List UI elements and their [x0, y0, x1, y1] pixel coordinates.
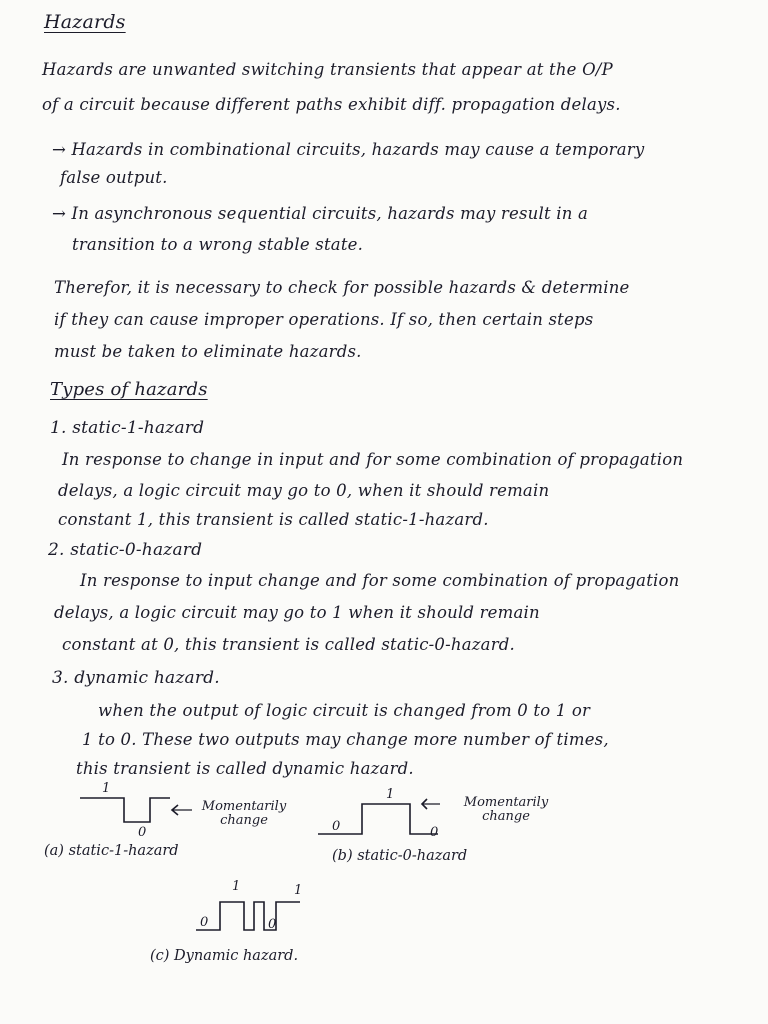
static-1-hazard-line	[80, 798, 170, 822]
fig-b-caption: (b) static-0-hazard	[332, 848, 468, 864]
type-3-line-3: this transient is called dynamic hazard.	[76, 759, 414, 778]
type-1-line-2: delays, a logic circuit may go to 0, when it should remain	[58, 481, 550, 500]
fig-a-high-label: 1	[102, 781, 111, 796]
fig-b-low-right-label: 0	[430, 825, 439, 840]
type-1-line-3: constant 1, this transient is called static-1-hazard.	[58, 510, 489, 529]
type-2-line-1: In response to input change and for some combination of propagation	[80, 571, 680, 590]
type-2-line-3: constant at 0, this transient is called static-0-hazard.	[62, 635, 515, 654]
therefore-line-3: must be taken to eliminate hazards.	[54, 342, 362, 361]
fig-c-caption: (c) Dynamic hazard.	[150, 948, 299, 964]
fig-c-low-right-label: 0	[268, 917, 277, 932]
type-3-line-1: when the output of logic circuit is changed from 0 to 1 or	[98, 701, 591, 720]
fig-a-low-label: 0	[138, 825, 147, 840]
type-1-line-1: In response to change in input and for some combination of propagation	[62, 450, 684, 469]
bullet-2-line-1: → In asynchronous sequential circuits, hazards may result in a	[52, 204, 589, 223]
type-1-label: 1. static-1-hazard	[50, 418, 205, 438]
intro-line-2: of a circuit because different paths exhibit diff. propagation delays.	[42, 95, 621, 114]
fig-b-low-left-label: 0	[332, 819, 341, 834]
fig-a-note: Momentarily change	[201, 799, 287, 828]
intro-line-1: Hazards are unwanted switching transients that appear at the O/P	[42, 60, 613, 79]
fig-c-high-right-label: 1	[294, 883, 303, 898]
types-heading: Types of hazards	[50, 379, 208, 400]
bullet-2-line-2: transition to a wrong stable state.	[72, 235, 364, 254]
type-2-label: 2. static-0-hazard	[48, 540, 203, 560]
therefore-line-2: if they can cause improper operations. If so, then certain steps	[54, 310, 594, 329]
fig-a-caption: (a) static-1-hazard	[44, 843, 179, 859]
dynamic-hazard-line	[196, 902, 300, 930]
bullet-1-line-1: → Hazards in combinational circuits, hazards may cause a temporary	[52, 140, 645, 159]
fig-b-note: Momentarily change	[463, 795, 549, 824]
type-2-line-2: delays, a logic circuit may go to 1 when it should remain	[54, 603, 540, 622]
page-title: Hazards	[44, 11, 126, 33]
type-3-label: 3. dynamic hazard.	[52, 668, 220, 688]
dynamic-hazard-waveform	[196, 896, 316, 936]
bullet-1-line-2: false output.	[60, 168, 168, 187]
fig-b-high-label: 1	[386, 787, 395, 802]
therefore-line-1: Therefor, it is necessary to check for possible hazards & determine	[54, 278, 630, 297]
fig-c-high-left-label: 1	[232, 879, 241, 894]
type-3-line-2: 1 to 0. These two outputs may change more number of times,	[82, 730, 609, 749]
fig-c-low-left-label: 0	[200, 915, 209, 930]
